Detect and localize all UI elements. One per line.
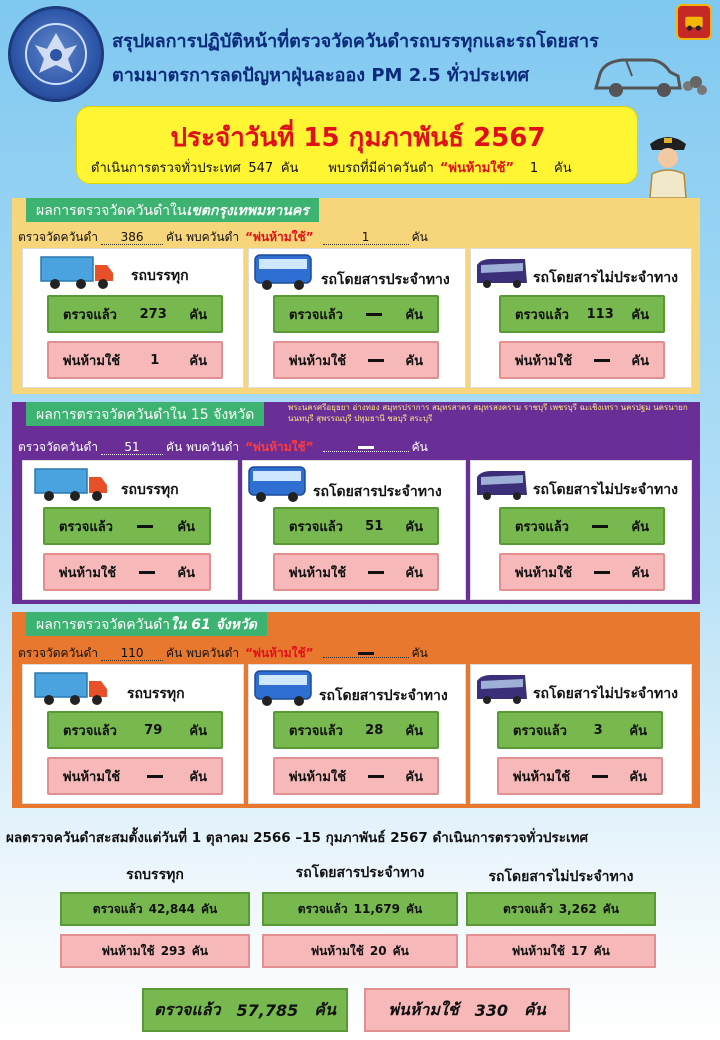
truck-icon <box>33 465 109 503</box>
p15-bus-card <box>242 460 466 600</box>
p15-coach-card <box>470 460 692 600</box>
region-15-title: ผลการตรวจวัดควันดำใน 15 จังหวัด <box>26 402 264 426</box>
truck-label: รถบรรทุก <box>131 268 189 284</box>
p15-inspect-total: 51 <box>101 440 163 455</box>
cum-bus-inspected: ตรวจแล้ว 11,679 คัน <box>262 892 458 926</box>
truck-icon <box>33 669 109 707</box>
cum-total-inspected: ตรวจแล้ว 57,785 คัน <box>142 988 348 1032</box>
p61-bus-banned: พ่นห้ามใช้ คัน <box>273 757 439 795</box>
bus-icon <box>253 669 315 707</box>
region-61-title: ผลการตรวจวัดควันดำใน 61 จังหวัด <box>26 612 267 636</box>
cum-total-banned: พ่นห้ามใช้ 330 คัน <box>364 988 570 1032</box>
page-title: สรุปผลการปฏิบัติหน้าที่ตรวจวัดควันดำรถบรรทุกและรถโดยสาร <box>112 31 599 52</box>
bkk-coach-inspected: ตรวจแล้ว 113 คัน <box>499 295 665 333</box>
scheduled-bus-label: รถโดยสารประจำทาง <box>321 272 450 288</box>
national-found-label: พบรถที่มีค่าควันดำ <box>328 161 434 176</box>
nonscheduled-bus-label: รถโดยสารไม่ประจำทาง <box>533 270 678 286</box>
nonscheduled-bus-label: รถโดยสารไม่ประจำทาง <box>533 482 678 498</box>
cum-coach-banned: พ่นห้ามใช้ 17 คัน <box>466 934 656 968</box>
bkk-bus-card <box>248 248 466 388</box>
cum-bus-banned: พ่นห้ามใช้ 20 คัน <box>262 934 458 968</box>
bkk-inspect-total: 386 <box>101 230 163 245</box>
bkk-found-total: 1 <box>323 230 409 245</box>
p61-inspect-total: 110 <box>101 646 163 661</box>
bkk-bus-banned: พ่นห้ามใช้ คัน <box>273 341 439 379</box>
report-date: ประจำวันที่ 15 กุมภาพันธ์ 2567 <box>170 123 546 153</box>
bkk-truck-card <box>22 248 244 388</box>
national-summary <box>91 157 572 178</box>
scheduled-bus-label: รถโดยสารประจำทาง <box>313 484 442 500</box>
bkk-coach-card <box>470 248 692 388</box>
truck-icon <box>39 253 115 291</box>
p61-truck-card <box>22 664 244 804</box>
p15-coach-inspected: ตรวจแล้ว คัน <box>499 507 665 545</box>
p15-truck-inspected: ตรวจแล้ว คัน <box>43 507 211 545</box>
cum-truck-label: รถบรรทุก <box>126 867 184 883</box>
region-bangkok <box>12 198 700 394</box>
page-subtitle: ตามมาตรการลดปัญหาฝุ่นละออง PM 2.5 ทั่วประเทศ <box>112 65 530 86</box>
date-banner <box>76 106 638 184</box>
region-61-provinces <box>12 612 700 808</box>
p61-coach-inspected: ตรวจแล้ว 3 คัน <box>497 711 663 749</box>
unit-label: คัน <box>280 161 299 176</box>
national-inspect-count: 547 <box>248 161 274 176</box>
region-bangkok-title: ผลการตรวจวัดควันดำในเขตกรุงเทพมหานคร <box>26 198 319 222</box>
bkk-bus-inspected: ตรวจแล้ว คัน <box>273 295 439 333</box>
p15-truck-banned: พ่นห้ามใช้ คัน <box>43 553 211 591</box>
car-smoke-icon <box>592 48 708 100</box>
p61-truck-inspected: ตรวจแล้ว 79 คัน <box>47 711 223 749</box>
p61-coach-card <box>470 664 692 804</box>
p61-found-total <box>323 646 409 658</box>
nonscheduled-bus-label: รถโดยสารไม่ประจำทาง <box>533 686 678 702</box>
truck-label: รถบรรทุก <box>127 686 185 702</box>
p15-bus-banned: พ่นห้ามใช้ คัน <box>273 553 439 591</box>
national-inspect-label: ดำเนินการตรวจทั่วประเทศ <box>91 161 241 176</box>
region-15-province-list: พระนครศรีอยุธยา อ่างทอง สมุทรปราการ สมุทรสาคร สมุทรสงคราม ราชบุรี เพชรบุรี ฉะเชิงเทรา นครปฐม นครนายก นนทบุรี สุพรรณบุรี ปทุมธานี ชลบุรี สระบุรี <box>288 403 688 423</box>
p15-truck-card <box>22 460 238 600</box>
dept-badge-icon <box>676 4 712 40</box>
region-15-provinces <box>12 402 700 604</box>
region-61-summary: ตรวจวัดควันดำ 110 คัน พบควันดำ “พ่นห้ามใช้” คัน <box>18 646 428 660</box>
cum-truck-banned: พ่นห้ามใช้ 293 คัน <box>60 934 250 968</box>
cumulative-heading: ผลตรวจควันดำสะสมตั้งแต่วันที่ 1 ตุลาคม 2566 –15 กุมภาพันธ์ 2567 ดำเนินการตรวจทั่วประเทศ <box>6 830 589 846</box>
p15-bus-inspected: ตรวจแล้ว 51 คัน <box>273 507 439 545</box>
p61-truck-banned: พ่นห้ามใช้ คัน <box>47 757 223 795</box>
region-bangkok-summary: ตรวจวัดควันดำ 386 คัน พบควันดำ “พ่นห้ามใช้” 1 คัน <box>18 230 428 244</box>
bkk-truck-inspected: ตรวจแล้ว 273 คัน <box>47 295 223 333</box>
national-found-count: 1 <box>529 161 539 176</box>
coach-icon <box>475 257 529 289</box>
scheduled-bus-label: รถโดยสารประจำทาง <box>319 688 448 704</box>
bkk-truck-banned: พ่นห้ามใช้ 1 คัน <box>47 341 223 379</box>
cum-coach-inspected: ตรวจแล้ว 3,262 คัน <box>466 892 656 926</box>
bkk-coach-banned: พ่นห้ามใช้ คัน <box>499 341 665 379</box>
bus-icon <box>247 465 309 503</box>
p61-bus-card <box>248 664 466 804</box>
national-found-flag: “พ่นห้ามใช้” <box>439 161 514 176</box>
p15-found-total <box>323 440 409 452</box>
bus-icon <box>253 253 315 291</box>
p15-coach-banned: พ่นห้ามใช้ คัน <box>499 553 665 591</box>
coach-icon <box>475 469 529 501</box>
p61-coach-banned: พ่นห้ามใช้ คัน <box>497 757 663 795</box>
thai-emblem-icon <box>8 6 104 102</box>
coach-icon <box>475 673 529 705</box>
unit-label: คัน <box>554 161 572 176</box>
p61-bus-inspected: ตรวจแล้ว 28 คัน <box>273 711 439 749</box>
cum-coach-label: รถโดยสารไม่ประจำทาง <box>488 869 634 885</box>
cum-bus-label: รถโดยสารประจำทาง <box>295 865 425 881</box>
cum-truck-inspected: ตรวจแล้ว 42,844 คัน <box>60 892 250 926</box>
truck-label: รถบรรทุก <box>121 482 179 498</box>
region-15-summary: ตรวจวัดควันดำ 51 คัน พบควันดำ “พ่นห้ามใช้” คัน <box>18 440 428 454</box>
